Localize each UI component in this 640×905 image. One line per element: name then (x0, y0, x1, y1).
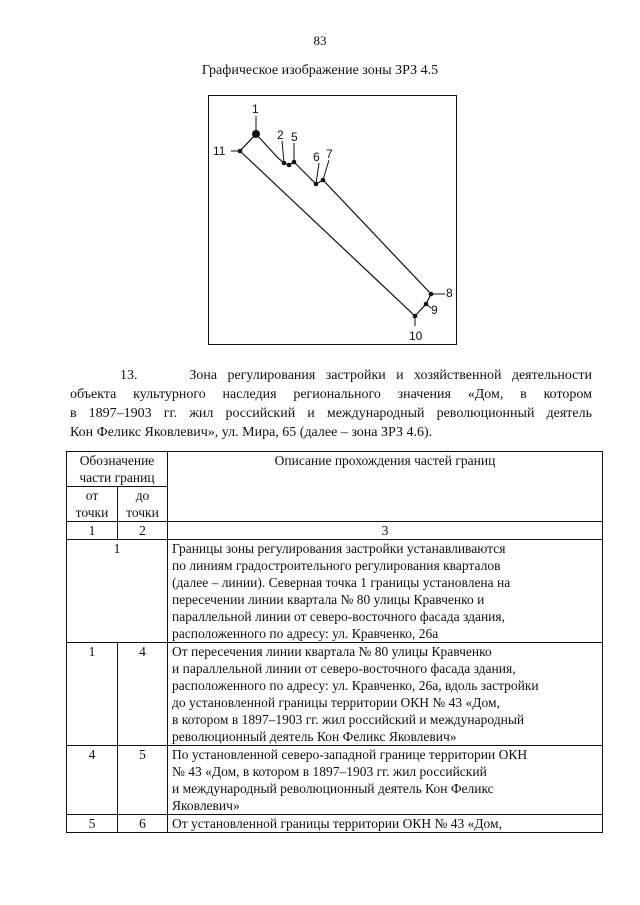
boundary-table (66, 451, 603, 833)
header-designation: Обозначение части границ (67, 452, 168, 487)
point-label-10: 10 (409, 329, 423, 343)
row-from: 4 (67, 746, 118, 815)
point-label-5: 5 (291, 130, 298, 144)
row-from: 5 (67, 815, 118, 833)
point-5-marker (287, 163, 292, 168)
point-label-7: 7 (326, 147, 333, 161)
table-row (67, 643, 603, 746)
zone-boundary-drawing (209, 96, 458, 346)
section-paragraph (70, 366, 592, 442)
point-label-9: 9 (431, 303, 438, 317)
row-merged-cell: 1 (67, 540, 168, 643)
table-row (67, 540, 603, 643)
point-label-11: 11 (213, 144, 226, 158)
row-to: 5 (118, 746, 168, 815)
zone-boundary-line (240, 134, 431, 316)
header-num-3: 3 (168, 522, 603, 540)
header-description: Описание прохождения частей границ (168, 452, 603, 522)
paragraph-line: Кон Феликс Яковлевич», ул. Мира, 65 (далее – зона ЗРЗ 4.6). (70, 425, 433, 440)
point-label-8: 8 (446, 286, 453, 300)
row-description: По установленной северо-западной границе территории ОКН № 43 «Дом, в котором в 1897–1903 гг. жил российский и международный революционный деятель Кон Феликс Яковлевич» (168, 746, 603, 815)
point-label-1: 1 (252, 102, 259, 116)
row-from: 1 (67, 643, 118, 746)
paragraph-line: объекта культурного наследия регионального значения «Дом, в котором (70, 387, 592, 402)
row-to: 4 (118, 643, 168, 746)
table-row (67, 746, 603, 815)
row-description: От пересечения линии квартала № 80 улицы Кравченко и параллельной линии от северо-восточного фасада здания, расположенного по адресу: ул. Кравченко, 26а, вдоль застройки до установленной границы территории ОКН № 43 «Дом, в котором в 1897–1903 гг. жил российский и международный революционный деятель Кон Феликс Яковлевич» (168, 643, 603, 746)
point-label-6: 6 (313, 150, 320, 164)
zone-figure (208, 95, 457, 345)
table-row (67, 815, 603, 833)
figure-title: Графическое изображение зоны ЗРЗ 4.5 (201, 63, 439, 78)
header-num-1: 1 (67, 522, 118, 540)
header-num-2: 2 (118, 522, 168, 540)
paragraph-line: в 1897–1903 гг. жил российский и международный революционный деятель (70, 406, 592, 421)
row-description: Границы зоны регулирования застройки устанавливаются по линиям градостроительного регулирования кварталов (далее – линии). Северная точка 1 границы установлена на пересечении линии квартала № 80 улицы Кравченко и параллельной линии от северо-восточного фасада здания, расположенного по адресу: ул. Кравченко, 26а (168, 540, 603, 643)
row-description: От установленной границы территории ОКН № 43 «Дом, (168, 815, 603, 833)
page-number: 83 (313, 33, 327, 48)
row-to: 6 (118, 815, 168, 833)
paragraph-line: 13. Зона регулирования застройки и хозяйственной деятельности (120, 368, 592, 383)
header-from: от точки (67, 487, 118, 522)
point-label-2: 2 (277, 128, 284, 142)
header-to: до точки (118, 487, 168, 522)
